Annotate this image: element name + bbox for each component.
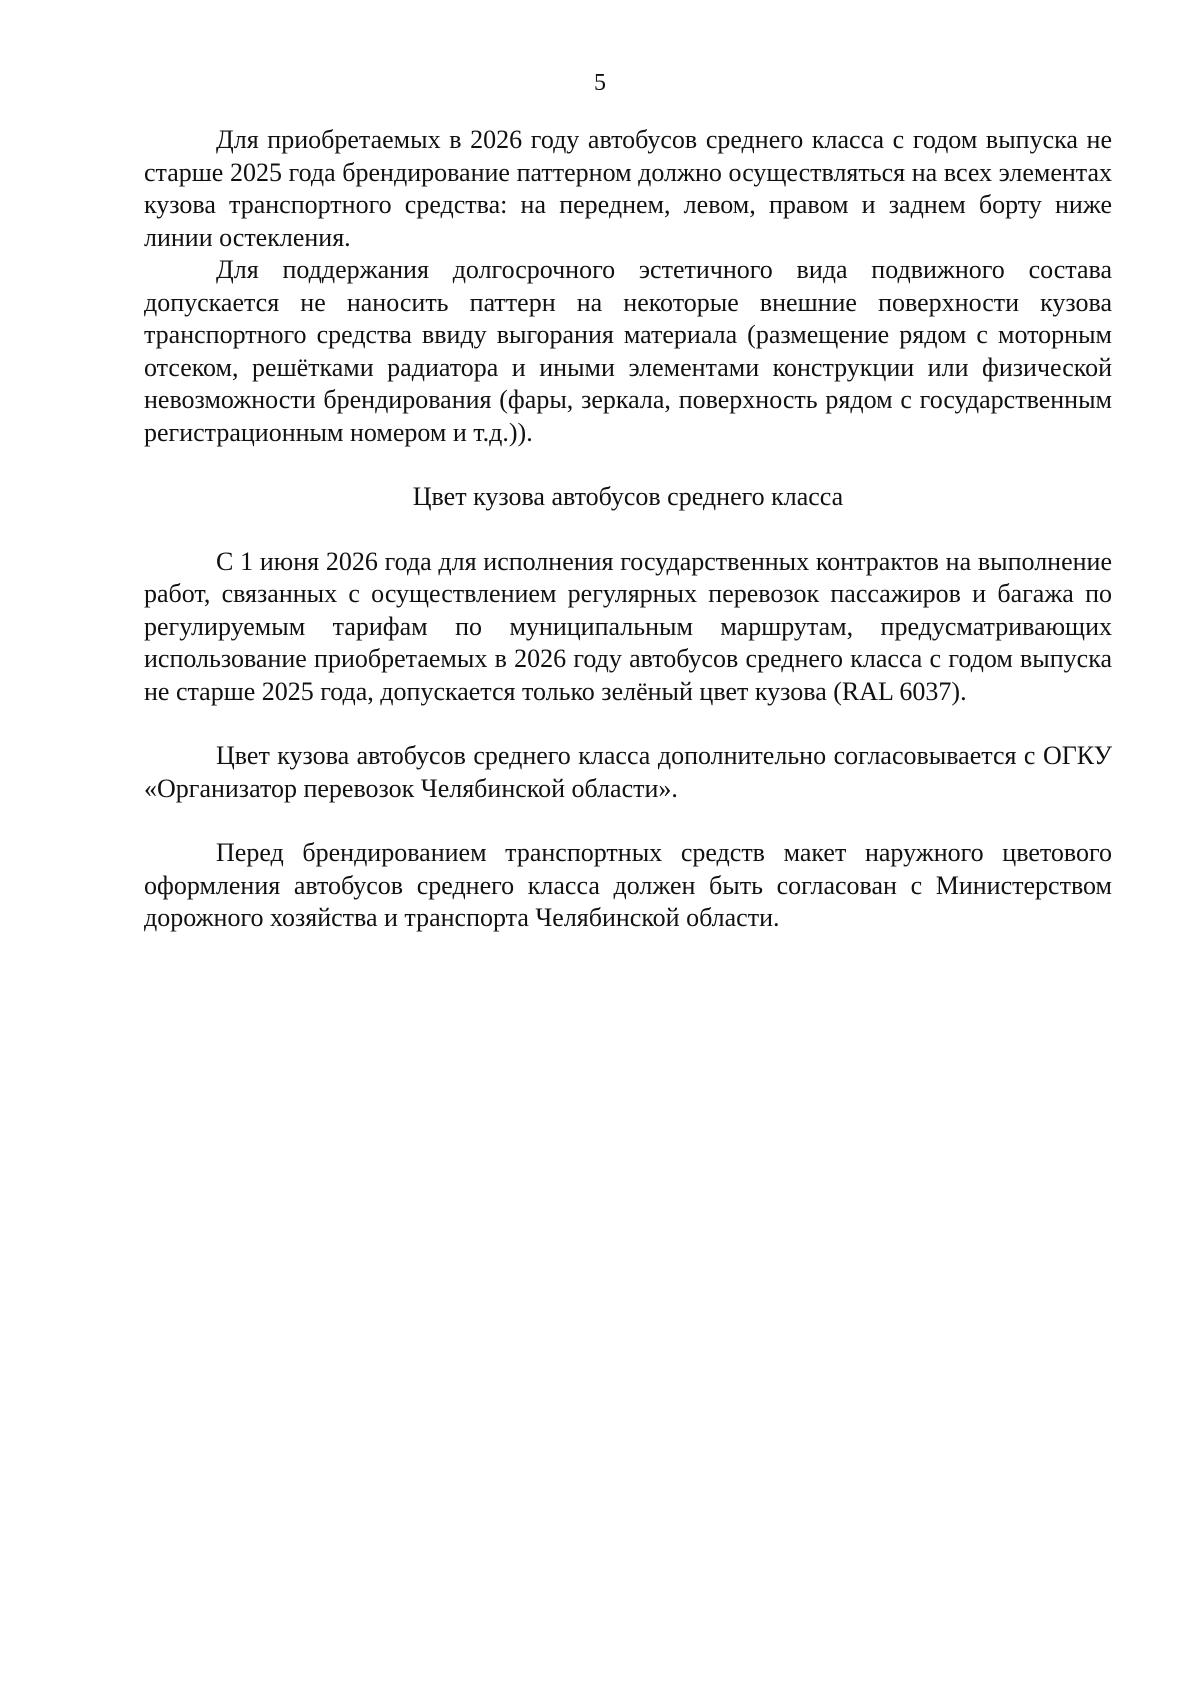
paragraph-color-approval: Цвет кузова автобусов среднего класса дополнительно согласовывается с ОГКУ «Организатор перевозок Челябинской области». xyxy=(144,741,1112,803)
paragraph-branding-requirement: Для приобретаемых в 2026 году автобусов среднего класса с годом выпуска не старше 2025 года брендирование паттерном должно осуществляться на всех элементах кузова транспортного средства: на переднем, левом, правом и заднем борту ниже линии остекления. xyxy=(144,125,1112,252)
section-title: Цвет кузова автобусов среднего класса xyxy=(412,482,844,511)
paragraph-body-color: С 1 июня 2026 года для исполнения государственных контрактов на выполнение работ, связанных с осуществлением регулярных перевозок пассажиров и багажа по регулируемым тарифам по муниципальным маршрутам, предусматривающих использование приобретаемых в 2026 году автобусов среднего класса с годом выпуска не старше 2025 года, допускается только зелёный цвет кузова (RAL 6037). xyxy=(144,546,1112,706)
page-number: 5 xyxy=(594,70,606,96)
paragraph-pattern-exceptions: Для поддержания долгосрочного эстетичного вида подвижного состава допускается не наносить паттерн на некоторые внешние поверхности кузова транспортного средства ввиду выгорания материала (размещение рядом с моторным отсеком, решётками радиатора и иными элементами конструкции или физической невозможности брендирования (фары, зеркала, поверхность рядом с государственным регистрационным номером и т.д.)). xyxy=(144,255,1112,447)
document-body xyxy=(144,124,1112,935)
paragraph-design-approval: Перед брендированием транспортных средств макет наружного цветового оформления автобусов среднего класса должен быть согласован с Министерством дорожного хозяйства и транспорта Челябинской области. xyxy=(144,838,1112,932)
